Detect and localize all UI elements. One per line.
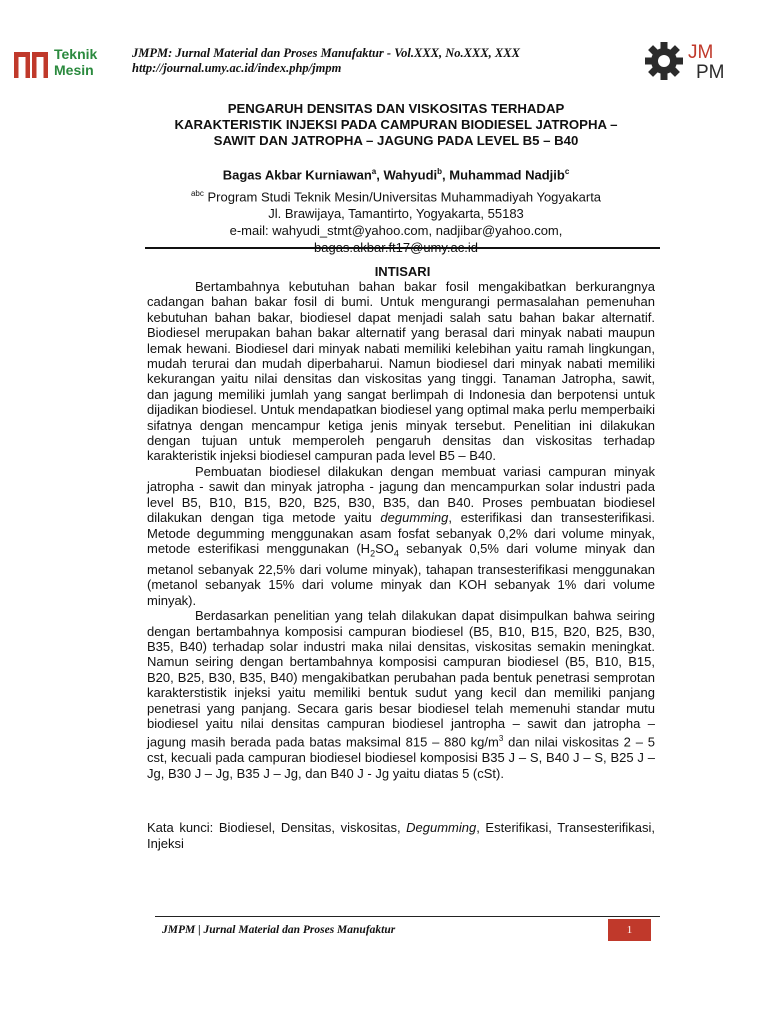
logo-text-teknik: Teknik (54, 46, 98, 62)
author-name: Muhammad Nadjib (449, 167, 565, 183)
footer-journal-name: JMPM | Jurnal Material dan Proses Manufaktur (162, 924, 396, 936)
affiliation-address: Jl. Brawijaya, Tamantirto, Yogyakarta, 55183 (268, 206, 524, 222)
keyword-italic: Degumming (406, 820, 477, 835)
author-list: Bagas Akbar Kurniawan$^a$, Wahyudi$^b$, Muhammad Nadjib$^c$ (222, 167, 570, 183)
affiliation (130, 185, 662, 256)
jmpm-logo-jm: JM (688, 42, 714, 63)
teknik-mesin-logo (14, 44, 114, 86)
abstract-heading: INTISARI (374, 264, 431, 279)
italic-term: degumming (380, 510, 449, 526)
title-line: KARAKTERISTIK INJEKSI PADA CAMPURAN BIODIESEL JATROPHA – (174, 117, 618, 132)
jmpm-logo-pm: PM (696, 62, 725, 82)
journal-url[interactable]: http://journal.umy.ac.id/index.php/jmpm (132, 61, 342, 75)
title-line: PENGARUH DENSITAS DAN VISKOSITAS TERHADAP (227, 101, 565, 116)
abstract-paragraph-2: Pembuatan biodiesel dilakukan dengan membuat variasi campuran minyak jatropha - sawit dan minyak jatropha - jagung dan mencampurkan solar industri pada level B5, B10, B15, B20, B25, B30, B35, dan B40. Proses pembuatan biodiesel dilakukan dengan tiga metode yaitu degumming, esterifikasi dan transesterifikasi. Metode degumming menggunakan asam fosfat sebanyak 0,2% dari volume minyak, metode esterifikasi menggunakan ($H_2SO_4$ sebanyak 0,5% dari volume minyak dan metanol sebanyak 22,5% dari volume minyak), tahapan transesterifikasi menggunakan (metanol sebanyak 15% dari volume minyak dan KOH sebanyak 1% dari volume minyak). (147, 463, 655, 608)
jmpm-logo (644, 40, 748, 82)
page-number: 1 (608, 919, 651, 941)
affiliation-sup: abc (190, 189, 204, 198)
author-sup: c (564, 167, 570, 176)
author-sup: a (371, 167, 377, 176)
footer-divider (155, 916, 660, 917)
affiliation-email[interactable]: bagas.akbar.ft17@umy.ac.id (314, 240, 478, 256)
journal-line: JMPM: Jurnal Material dan Proses Manufaktur - Vol.XXX, No.XXX, XXX (132, 46, 520, 60)
author-name: Wahyudi (383, 167, 438, 183)
title-line: SAWIT DAN JATROPHA – JAGUNG PADA LEVEL B5 – B40 (213, 133, 579, 148)
affiliation-institution: Program Studi Teknik Mesin/Universitas Muhammadiyah Yogyakarta (207, 189, 602, 205)
abstract-body (147, 279, 655, 781)
title-divider (145, 247, 660, 249)
affiliation-email[interactable]: e-mail: wahyudi_stmt@yahoo.com, nadjibar@yahoo.com, (229, 223, 563, 239)
abstract-paragraph-3: Berdasarkan penelitian yang telah dilakukan dapat disimpulkan bahwa seiring dengan bertambahnya komposisi campuran biodiesel (B5, B10, B15, B20, B25, B30, B35, B40) terhadap solar industri maka nilai densitas, viskositas semakin meningkat. Namun seiring dengan bertambahnya komposisi campuran biodiesel (B5, B10, B15, B20, B25, B30, B35, B40) mengakibatkan perubahan pada bentuk penetrasi semprotan karakterstistik injeksi yaitu memiliki bentuk sudut yang kecil dan memiliki panjang penetrasi yang panjang. Secara garis besar biodiesel telah memenuhi standar mutu biodiesel yaitu nilai densitas campuran biodiesel jantropha – sawit dan jatropha – jagung masih berada pada batas maksimal 815 – 880 $kg/m^3$ dan nilai viskositas 2 – 5 cst, kecuali pada campuran biodiesel biodiesel komposisi B35 J – S, B40 J – S, B25 J – Jg, B30 J – Jg, B35 J – Jg, dan B40 J - Jg yaitu diatas 5 (cSt). (147, 608, 655, 781)
logo-text-mesin: Mesin (54, 62, 94, 78)
author-sup: b (437, 167, 443, 176)
keywords: Kata kunci: Biodiesel, Densitas, viskositas, Degumming, Esterifikasi, Transesterifikasi, Injeksi (147, 820, 656, 851)
abstract-paragraph-1: Bertambahnya kebutuhan bahan bakar fosil mengakibatkan berkurangnya cadangan bahan bakar fosil di bumi. Untuk mengurangi permasalahan pemenuhan kebutuhan bahan bakar, biodiesel dapat menjadi salah satu bahan bakar alternatif. Biodiesel merupakan bahan bakar alternatif yang berasal dari minyak nabati maupun lemak hewani. Biodiesel dari minyak nabati memiliki kelebihan yaitu ramah lingkungan, mudah terurai dan mudah diperbaharui. Namun biodiesel dari minyak nabati memiliki kekurangan yaitu nilai densitas dan viskositas yang tinggi. Tanaman Jatropha, sawit, dan jagung memiliki jumlah yang sangat berlimpah di Indonesia dan berpotensi untuk dijadikan biodiesel. Untuk mendapatkan biodiesel yang optimal maka perlu memperbaiki sifatnya dengan mencampur ketiga jenis minyak tersebut. Penelitian ini dilakukan dengan tujuan untuk memperoleh pengaruh densitas dan viskositas terhadap karakteristik injeksi biodiesel campuran pada level B5 – B40. (147, 279, 656, 464)
journal-header (132, 46, 520, 76)
author-name: Bagas Akbar Kurniawan (222, 167, 372, 183)
gear-icon (645, 42, 683, 80)
teknik-mesin-logo-icon (14, 52, 48, 78)
paper-title (130, 101, 662, 149)
